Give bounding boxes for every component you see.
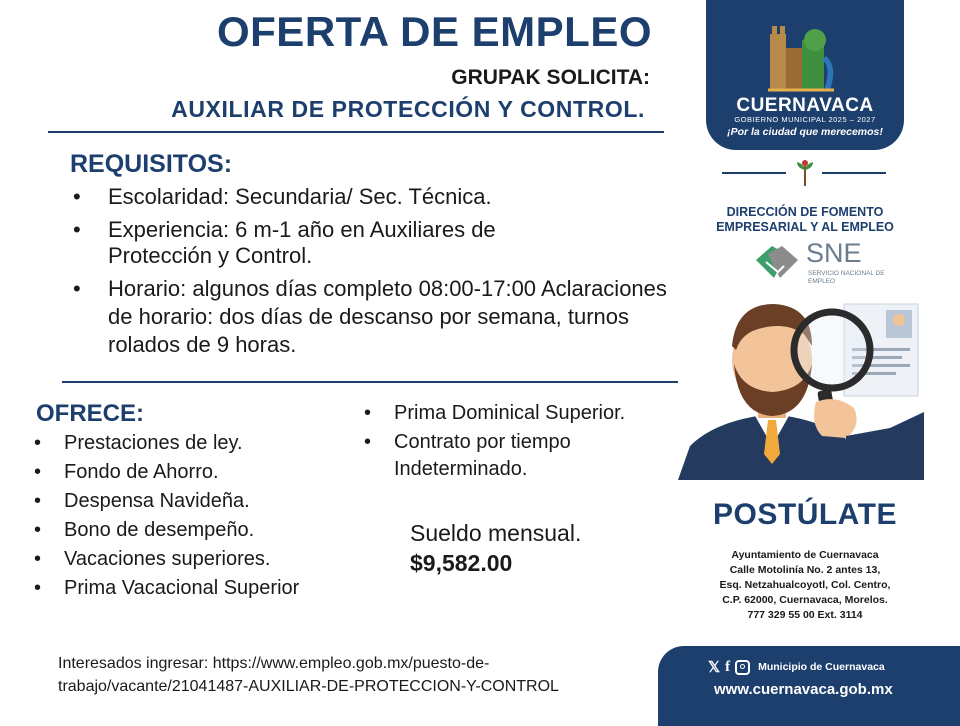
- application-link[interactable]: Interesados ingresar: https://www.empleo.gob.mx/puesto-de-trabajo/vacante/21041487-AUXILIAR-DE-PROTECCION-Y-CONTROL: [58, 655, 559, 695]
- address-line: Calle Motolinía No. 2 antes 13,: [729, 564, 881, 576]
- sne-full-name: SERVICIO NACIONAL DE EMPLEO: [808, 270, 885, 285]
- address-block: [700, 548, 910, 623]
- offer-item: • Fondo de Ahorro.: [34, 461, 354, 484]
- city-name: CUERNAVACA: [736, 95, 874, 116]
- requirement-item: • Escolaridad: Secundaria/ Sec. Técnica.: [70, 184, 680, 210]
- salary-label: Sueldo mensual.: [410, 520, 582, 546]
- job-title: AUXILIAR DE PROTECCIÓN Y CONTROL.: [171, 96, 645, 122]
- requirements-list: [70, 184, 680, 359]
- instagram-icon[interactable]: [735, 660, 750, 675]
- city-government: GOBIERNO MUNICIPAL 2025 – 2027: [734, 115, 876, 124]
- website-link[interactable]: www.cuernavaca.gob.mx: [714, 681, 893, 698]
- x-icon[interactable]: 𝕏: [708, 659, 721, 676]
- requirements-heading: REQUISITOS:: [70, 150, 233, 178]
- offers-list-left: [34, 432, 354, 606]
- address-line: Ayuntamiento de Cuernavaca: [731, 549, 879, 561]
- city-logo-panel: [706, 0, 904, 150]
- facebook-icon[interactable]: f: [725, 658, 731, 675]
- offer-item: • Prima Vacacional Superior: [34, 577, 354, 600]
- salary-amount: $9,582.00: [410, 550, 513, 576]
- company-request: GRUPAK SOLICITA:: [451, 66, 650, 89]
- requirement-item: • Horario: algunos días completo 08:00-17:00 Aclaraciones de horario: dos días de descanso por semana, turnos rolados de 9 horas.: [70, 275, 680, 359]
- offer-item: • Vacaciones superiores.: [34, 548, 354, 571]
- department-name: DIRECCIÓN DE FOMENTO EMPRESARIAL Y AL EMPLEO: [716, 205, 894, 234]
- phone-number: 777 329 55 00 Ext. 3114: [747, 609, 863, 621]
- ornament-line-left: [722, 172, 786, 174]
- offer-item: • Prima Dominical Superior.: [364, 402, 674, 425]
- offer-item: • Bono de desempeño.: [34, 519, 354, 542]
- social-row: [708, 658, 885, 676]
- footer-panel: [658, 646, 960, 726]
- requirement-item: • Experiencia: 6 m-1 año en Auxiliares de Protección y Control.: [70, 217, 598, 269]
- plant-icon: [794, 158, 816, 188]
- offers-heading: OFRECE:: [36, 400, 144, 427]
- offer-item: • Prestaciones de ley.: [34, 432, 354, 455]
- handshake-icon: [752, 238, 802, 284]
- offers-list-right: [364, 402, 674, 489]
- address-line: C.P. 62000, Cuernavaca, Morelos.: [722, 594, 888, 606]
- recruiter-illustration: [676, 286, 926, 482]
- page-title: OFERTA DE EMPLEO: [216, 8, 652, 55]
- offer-item: • Contrato por tiempo Indeterminado.: [364, 429, 624, 483]
- apply-heading: POSTÚLATE: [713, 498, 897, 531]
- social-handle: Municipio de Cuernavaca: [758, 661, 885, 673]
- sne-logo-text: SNE: [806, 238, 862, 268]
- requirements-divider: [62, 381, 678, 383]
- city-tagline: ¡Por la ciudad que merecemos!: [727, 126, 883, 138]
- offer-item: • Despensa Navideña.: [34, 490, 354, 513]
- header-divider: [48, 131, 664, 133]
- address-line: Esq. Netzahualcoyotl, Col. Centro,: [719, 579, 891, 591]
- ornament-line-right: [822, 172, 886, 174]
